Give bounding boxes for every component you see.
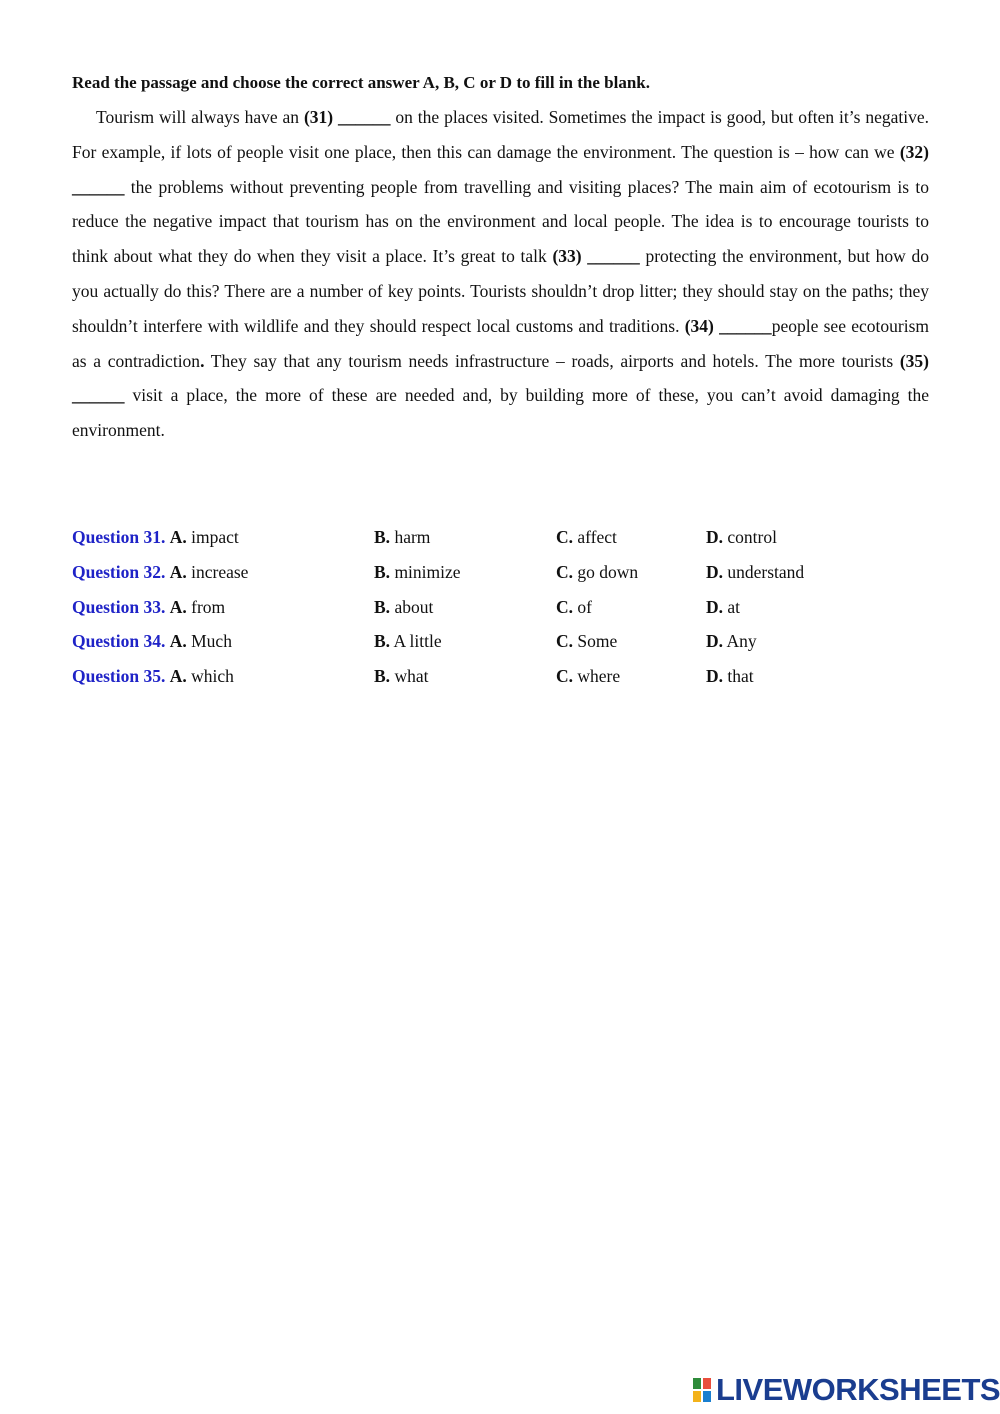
blank-31[interactable]: (31) ______: [303, 107, 391, 127]
option-a[interactable]: Question 33. A. from: [72, 596, 226, 617]
passage-text: protecting the environment, but how do you actually do this? There are a number of key points. Tourists shouldn’t drop litter; they should stay on the paths; they shouldn’t interfere with wildlife and they should respect local customs and traditions.: [72, 246, 930, 336]
option-d[interactable]: D. that: [706, 666, 754, 687]
passage-text: Tourism will always have an: [96, 107, 304, 127]
option-d[interactable]: D. at: [706, 596, 741, 617]
option-a[interactable]: Question 34. A. Much: [72, 631, 232, 652]
question-label: Question 35.: [72, 666, 166, 687]
question-label: Question 34.: [72, 631, 166, 652]
option-c[interactable]: C. affect: [556, 527, 617, 547]
liveworksheets-logo-icon: [692, 1377, 712, 1403]
option-a[interactable]: Question 35. A. which: [72, 666, 234, 687]
passage-text: visit a place, the more of these are needed and, by building more of these, you can’t avoid damaging the environment.: [72, 385, 929, 441]
blank-35[interactable]: (35) ______: [72, 350, 929, 406]
option-d[interactable]: D. Any: [706, 631, 757, 652]
option-a[interactable]: Question 32. A. increase: [72, 561, 249, 582]
option-b[interactable]: B. about: [374, 596, 434, 617]
option-c[interactable]: C. go down: [556, 561, 639, 582]
passage-period: .: [200, 350, 205, 371]
passage-text: the problems without preventing people from travelling and visiting places? The main aim of ecotourism is to reduce the negative impact that tourism has on the environment and local people. The idea is to encourage tourists to think about what they do when they visit a place. It’s great to talk: [72, 176, 929, 267]
passage-text: people see ecotourism as a contradiction: [72, 315, 930, 371]
liveworksheets-logo: [692, 1372, 1000, 1408]
instruction-text: Read the passage and choose the correct answer A, B, C or D to fill in the blank.: [72, 73, 650, 92]
option-c[interactable]: C. of: [556, 596, 592, 617]
option-b[interactable]: B. minimize: [374, 561, 461, 582]
blank-33[interactable]: (33) ______: [552, 246, 640, 267]
reading-passage: [72, 100, 929, 448]
blank-32[interactable]: (32) ______: [72, 141, 929, 197]
question-32: [72, 555, 929, 590]
question-list: [72, 520, 929, 694]
question-label: Question 33.: [72, 596, 166, 617]
option-c[interactable]: C. where: [556, 666, 621, 687]
worksheet-page: [72, 70, 929, 448]
option-b[interactable]: B. A little: [374, 631, 442, 652]
question-label: Question 32.: [72, 561, 166, 582]
option-c[interactable]: C. Some: [556, 631, 618, 652]
option-d[interactable]: D. understand: [706, 561, 805, 582]
question-31: [72, 520, 929, 555]
logo-wordmark: LIVEWORKSHEETS: [716, 1372, 1000, 1407]
question-label: Question 31.: [72, 527, 166, 547]
question-34: [72, 624, 929, 659]
passage-text: They say that any tourism needs infrastructure – roads, airports and hotels. The more tourists: [204, 350, 900, 371]
question-33: [72, 590, 929, 625]
option-b[interactable]: B. what: [374, 666, 429, 687]
question-35: [72, 659, 929, 694]
passage-text: on the places visited. Sometimes the impact is good, but often it’s negative. For example, if lots of people visit one place, then this can damage the environment. The question is – how can we: [72, 107, 929, 162]
option-d[interactable]: D. control: [706, 527, 777, 547]
option-b[interactable]: B. harm: [374, 527, 431, 547]
blank-34[interactable]: (34) ______: [684, 315, 772, 336]
option-a[interactable]: Question 31. A. impact: [72, 527, 239, 547]
